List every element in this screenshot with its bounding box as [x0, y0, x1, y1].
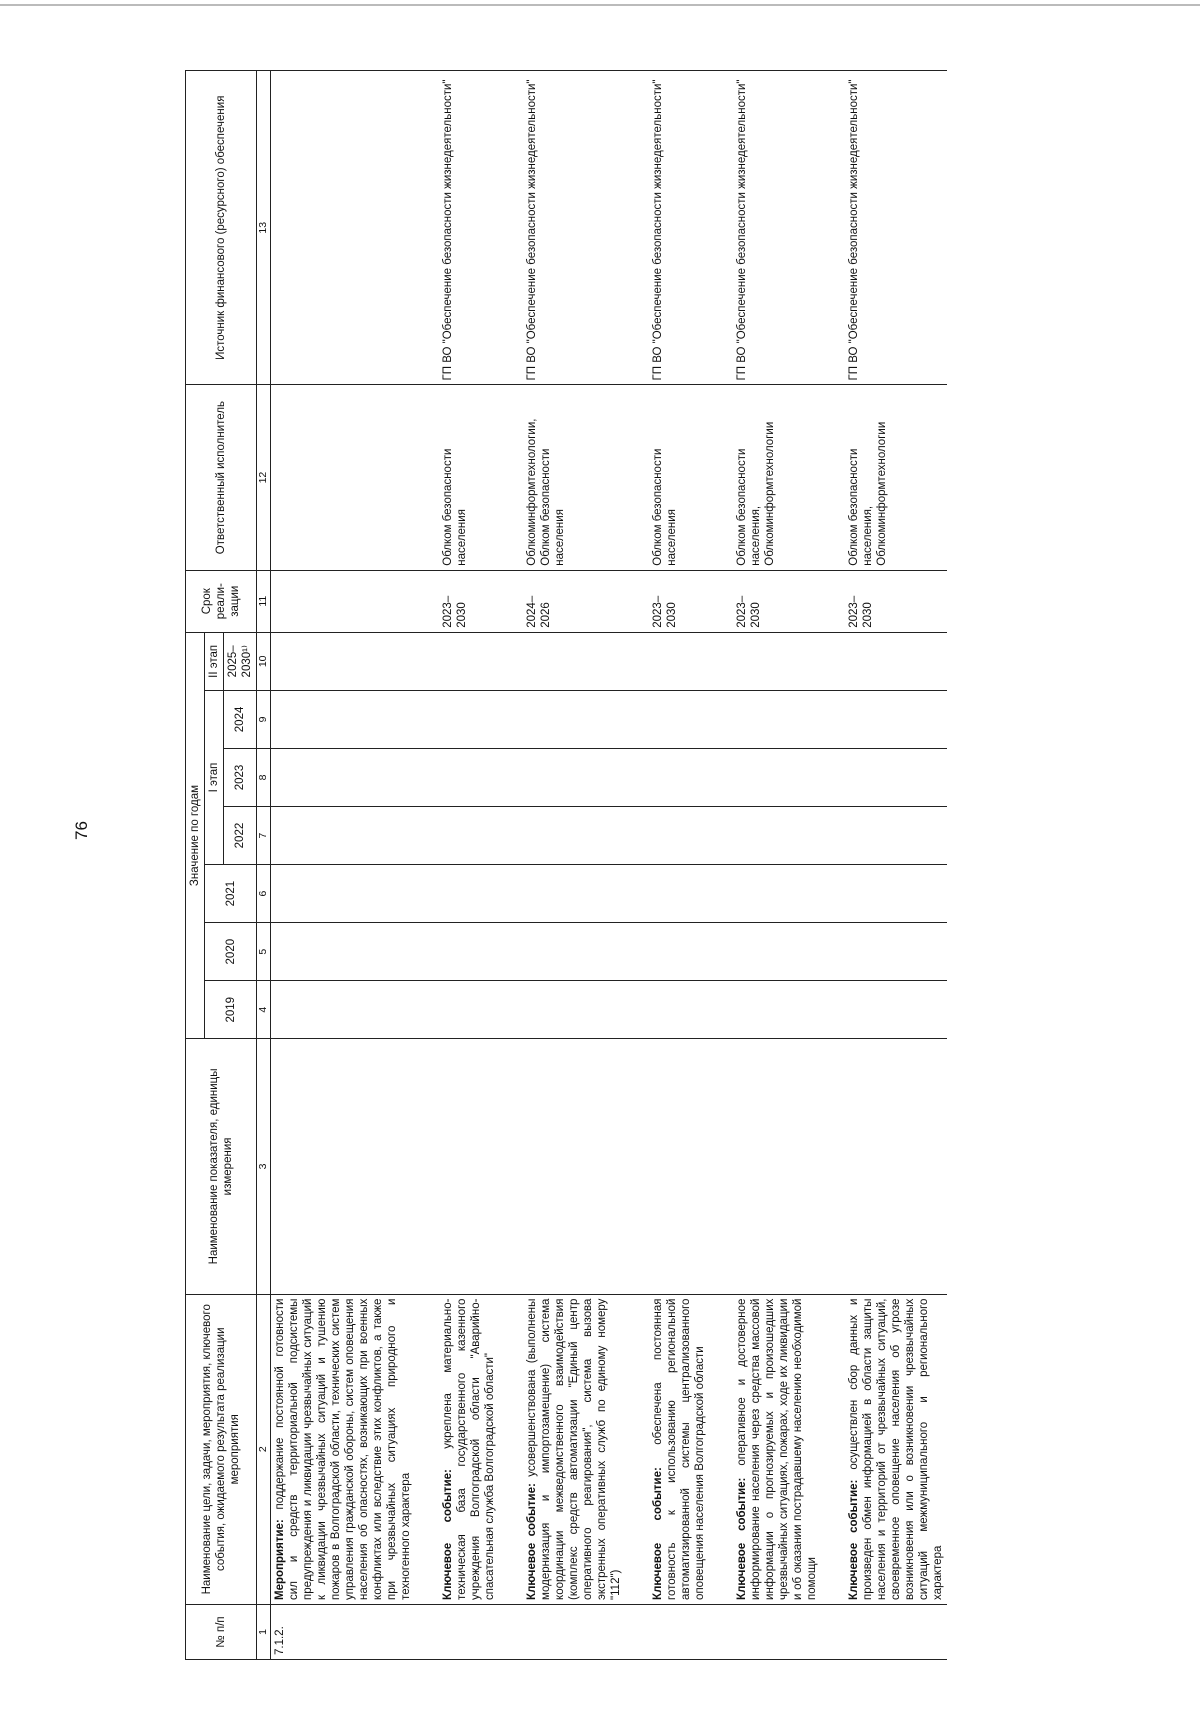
column-numbers-row — [257, 71, 271, 1660]
row-source: ГП ВО "Обеспечение безопасности жизнедеятельности" — [733, 71, 845, 385]
header-2023: 2023 — [224, 748, 257, 806]
row-term: 2023–2030 — [733, 570, 845, 632]
row-text: поддержание постоянной готовности сил и средств территориальной подсистемы предупреждения и ликвидации чрезвычайных ситуаций к ликвидации чрезвычайных ситуаций и тушению пожаров в Волгоградской области, технических систем управления гражданской обороны, систем оповещения населения об опасностях, возникающих при военных конфликтах или вследствие этих конфликтов, а также при чрезвычайных ситуациях природного и техногенного характера — [273, 1298, 412, 1600]
row-source: ГП ВО "Обеспечение безопасности жизнедеятельности" — [649, 71, 733, 385]
column-number: 9 — [257, 690, 271, 748]
header-stage2: II этап — [205, 632, 224, 690]
header-values: Значение по годам — [186, 632, 205, 1039]
row-description — [523, 1294, 649, 1604]
row-term: 2023–2030 — [845, 570, 947, 632]
row-label: Ключевое событие: — [652, 1467, 665, 1600]
table-row — [845, 71, 947, 1660]
header-2022: 2022 — [224, 807, 257, 865]
table-row — [733, 71, 845, 1660]
column-number: 2 — [257, 1294, 271, 1604]
row-number: 7.1.2. — [270, 1604, 439, 1659]
row-source: ГП ВО "Обеспечение безопасности жизнедеятельности" — [523, 71, 649, 385]
row-description — [439, 1294, 523, 1604]
row-responsible: Облком безопасности населения — [649, 385, 733, 570]
header-stage1: I этап — [205, 690, 224, 864]
row-responsible: Облком безопасности населения, Облкоминформтехнологии — [733, 385, 845, 570]
header-term: Срок реали-зации — [186, 570, 257, 632]
row-label: Ключевое событие: — [526, 1483, 539, 1600]
header-2025-2030: 2025–2030¹⁾ — [224, 632, 257, 690]
row-number — [649, 1604, 733, 1659]
row-number — [439, 1604, 523, 1659]
header-indicator: Наименование показателя, единицы измерения — [186, 1039, 257, 1294]
header-name: Наименование цели, задачи, мероприятия, ключевого события, ожидаемого результата реализации мероприятия — [186, 1294, 257, 1604]
row-term: 2023–2030 — [649, 570, 733, 632]
row-text: усовершенствована (выполнены модернизация и импортозамещение) система координации межведомственного взаимодействия (комплекс средств автоматизации "Единый центр оперативного реагирования", система вызова экстренных оперативных служб по единому номеру "112") — [526, 1298, 623, 1600]
header-2020: 2020 — [205, 923, 257, 981]
column-number: 3 — [257, 1039, 271, 1294]
page-number: 76 — [72, 821, 91, 840]
row-label: Мероприятие: — [273, 1519, 286, 1600]
row-text: оперативное и достоверное информирование населения через средства массовой информации о прогнозируемых и произошедших чрезвычайных ситуациях, пожарах, ходе их ликвидации и об оказании пострадавшему населению необходимой помощи — [736, 1298, 819, 1600]
row-responsible — [270, 385, 439, 570]
table-row — [270, 71, 439, 1660]
row-source: ГП ВО "Обеспечение безопасности жизнедеятельности" — [439, 71, 523, 385]
header-num: № п/п — [186, 1604, 257, 1659]
header-responsible: Ответственный исполнитель — [186, 385, 257, 570]
column-number: 13 — [257, 71, 271, 385]
row-term: 2023–2030 — [439, 570, 523, 632]
column-number: 12 — [257, 385, 271, 570]
row-number — [523, 1604, 649, 1659]
table-row — [523, 71, 649, 1660]
column-number: 10 — [257, 632, 271, 690]
header-2021: 2021 — [205, 865, 257, 923]
column-number: 1 — [257, 1604, 271, 1659]
column-number: 8 — [257, 748, 271, 806]
header-source: Источник финансового (ресурсного) обеспечения — [186, 71, 257, 385]
row-number — [845, 1604, 947, 1659]
row-text: укреплена материально-техническая база государственного казенного учреждения Волгоградской области "Аварийно-спасательная служба Волгоградской области" — [442, 1298, 497, 1600]
column-number: 11 — [257, 570, 271, 632]
top-border — [0, 0, 1200, 6]
row-label: Ключевое событие: — [736, 1477, 749, 1600]
header-2024: 2024 — [224, 690, 257, 748]
row-description — [845, 1294, 947, 1604]
row-term: 2024–2026 — [523, 570, 649, 632]
row-description — [733, 1294, 845, 1604]
column-number: 6 — [257, 865, 271, 923]
column-number: 5 — [257, 923, 271, 981]
row-text: осуществлен сбор данных и произведен обмен информацией в области защиты населения и территорий от чрезвычайных ситуаций, своевременное оповещение населения об угрозе возникновения или о возникновении чрезвычайных ситуаций межмуниципального и регионального характера — [848, 1298, 945, 1600]
row-label: Ключевое событие: — [442, 1469, 455, 1600]
row-number — [733, 1604, 845, 1659]
row-source: ГП ВО "Обеспечение безопасности жизнедеятельности" — [845, 71, 947, 385]
row-responsible: Облком безопасности населения — [439, 385, 523, 570]
row-term — [270, 570, 439, 632]
column-number: 7 — [257, 807, 271, 865]
row-responsible: Облком безопасности населения, Облкоминформтехнологии — [845, 385, 947, 570]
row-source — [270, 71, 439, 385]
table-row — [439, 71, 523, 1660]
row-description — [649, 1294, 733, 1604]
row-description — [270, 1294, 439, 1604]
header-2019: 2019 — [205, 981, 257, 1039]
row-label: Ключевое событие: — [848, 1479, 861, 1600]
table-row — [649, 71, 733, 1660]
column-number: 4 — [257, 981, 271, 1039]
row-responsible: Облкоминформтехнологии, Облком безопасности населения — [523, 385, 649, 570]
plan-table — [185, 70, 947, 1660]
rotated-page — [185, 70, 1065, 1660]
row-text: обеспечена постоянная готовность к использованию региональной автоматизированной системы централизованного оповещения населения Волгоградской области — [652, 1298, 707, 1600]
